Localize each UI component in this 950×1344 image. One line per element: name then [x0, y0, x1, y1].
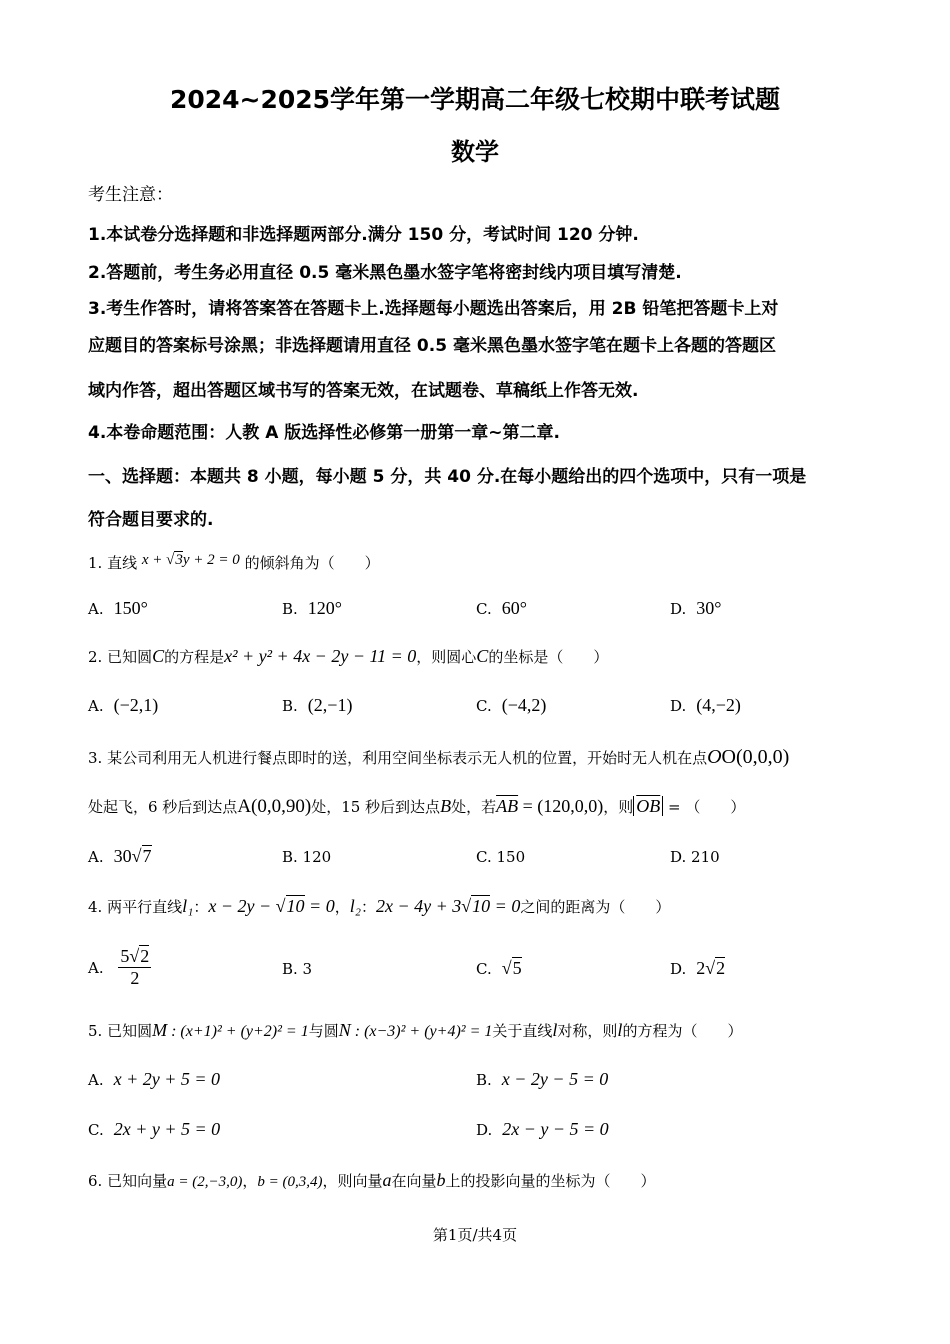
- notice-item-3c: 域内作答，超出答题区域书写的答案无效，在试题卷、草稿纸上作答无效.: [88, 381, 639, 401]
- q5-option-a: A. x + 2y + 5 = 0: [88, 1069, 221, 1089]
- exam-subject: 数学: [451, 138, 499, 166]
- question-3: 3. 某公司利用无人机进行餐点即时的送，利用空间坐标表示无人机的位置，开始时无人机在点OO(0,0,0): [88, 746, 790, 768]
- notice-item-1: 1.本试卷分选择题和非选择题两部分.满分 150 分，考试时间 120 分钟.: [88, 225, 639, 245]
- q1-option-c: C. 60°: [476, 598, 527, 618]
- q1-option-d: D. 30°: [670, 598, 722, 618]
- q4-option-a: A. $\frac{5√2}{2}$: [88, 946, 150, 988]
- notice-heading: 考生注意：: [88, 185, 173, 205]
- notice-item-4: 4.本卷命题范围：人教 A 版选择性必修第一册第一章~第二章.: [88, 423, 560, 443]
- q1-post: 的倾斜角为（ ）: [244, 554, 380, 572]
- notice-item-3: 3.考生作答时，请将答案答在答题卡上.选择题每小题选出答案后，用 2B 铅笔把答题卡上对: [88, 299, 779, 319]
- q2-option-d: D. (4,−2): [670, 695, 741, 715]
- q3-option-a: A. 30√7: [88, 846, 152, 866]
- question-6: 6. 已知向量a = (2,−3,0)，b = (0,3,4)，则向量a在向量b上的投影向量的坐标为（ ）: [88, 1170, 656, 1190]
- q4-option-b: B. 3: [282, 960, 313, 978]
- notice-item-3b: 应题目的答案标号涂黑；非选择题请用直径 0.5 毫米黑色墨水签字笔在题卡上各题的答题区: [88, 336, 776, 356]
- question-4: 4. 两平行直线l₁：x − 2y − √10 = 0，l₂：2x − 4y + 3√10 = 0之间的距离为（ ）: [88, 896, 671, 916]
- question-3-cont: 处起飞，6 秒后到达点A(0,0,90)处，15 秒后到达点B处，若$\overline{AB} = (120,0,0)$，则 $\overline{OB}$ = （ ）: [88, 796, 746, 817]
- page-footer: 第1页/共4页: [432, 1226, 518, 1244]
- exam-title: 2024~2025学年第一学期高二年级七校期中联考试题: [169, 85, 781, 114]
- q3-option-b: B. 120: [282, 848, 332, 866]
- section1-heading-cont: 符合题目要求的.: [88, 510, 214, 530]
- question-1: [88, 552, 380, 573]
- q3-option-d: D. 210: [670, 848, 720, 866]
- q1-option-b: B. 120°: [282, 598, 342, 618]
- q2-equation: x² + y² + 4x − 2y − 11 = 0: [224, 646, 417, 666]
- question-5: 5. 已知圆M : (x+1)² + (y+2)² = 1与圆N : (x−3)² + (y+4)² = 1关于直线l对称，则l的方程为（ ）: [88, 1020, 743, 1040]
- q1-equation: x + √3y + 2 = 0: [141, 552, 240, 568]
- q5-option-b: B. x − 2y − 5 = 0: [476, 1069, 609, 1089]
- q4-option-c: C. √5: [476, 958, 522, 978]
- q4-option-d: D. 2√2: [670, 958, 726, 978]
- q1-pre: 1. 直线: [88, 554, 138, 572]
- q5-option-c: C. 2x + y + 5 = 0: [88, 1119, 221, 1139]
- q5-option-d: D. 2x − y − 5 = 0: [476, 1119, 609, 1139]
- q2-option-b: B. (2,−1): [282, 695, 353, 715]
- question-2: 2. 已知圆C的方程是x² + y² + 4x − 2y − 11 = 0，则圆心C的坐标是（ ）: [88, 646, 609, 666]
- q3-option-c: C. 150: [476, 848, 526, 866]
- q2-option-c: C. (−4,2): [476, 695, 547, 715]
- q2-option-a: A. (−2,1): [88, 695, 159, 715]
- notice-item-2: 2.答题前，考生务必用直径 0.5 毫米黑色墨水签字笔将密封线内项目填写清楚.: [88, 263, 682, 283]
- section1-heading: 一、选择题：本题共 8 小题，每小题 5 分，共 40 分.在每小题给出的四个选项中，只有一项是: [88, 467, 807, 487]
- q1-option-a: A. 150°: [88, 598, 148, 618]
